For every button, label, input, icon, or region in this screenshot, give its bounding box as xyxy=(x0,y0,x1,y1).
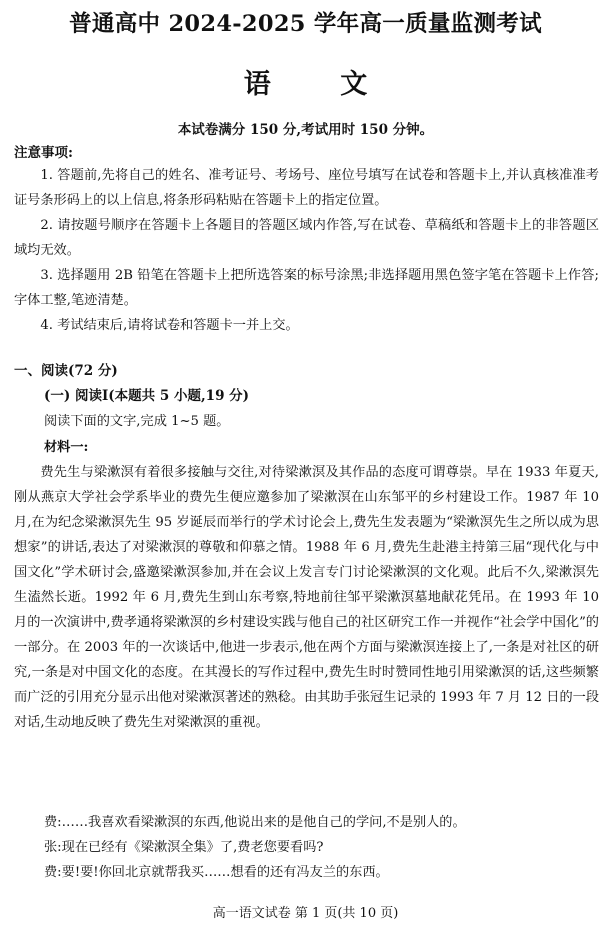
dialogue-line: 费:……我喜欢看梁漱溟的东西,他说出来的是他自己的学问,不是别人的。 xyxy=(44,815,466,830)
notice-heading: 注意事项: xyxy=(14,145,73,161)
notice-item: 2. 请按题号顺序在答题卡上各题目的答题区域内作答,写在试卷、草稿纸和答题卡上的非答题区域均无效。 xyxy=(14,218,599,258)
subject-title: 语 文 xyxy=(243,69,398,100)
section-heading: 一、阅读(72 分) xyxy=(14,363,118,379)
dialogue-line: 张:现在已经有《梁漱溟全集》了,费老您要看吗? xyxy=(44,840,324,855)
reading-instruction: 阅读下面的文字,完成 1~5 题。 xyxy=(44,414,230,429)
dialogue-block xyxy=(44,810,604,885)
notice-item: 4. 考试结束后,请将试卷和答题卡一并上交。 xyxy=(40,318,299,333)
material-label: 材料一: xyxy=(44,440,89,455)
notice-list xyxy=(14,163,599,338)
score-note: 本试卷满分 150 分,考试用时 150 分钟。 xyxy=(177,122,434,138)
exam-title: 普通高中 2024-2025 学年高一质量监测考试 xyxy=(69,11,542,37)
notice-item: 1. 答题前,先将自己的姓名、准考证号、考场号、座位号填写在试卷和答题卡上,并认真核准准考证号条形码上的以上信息,将条形码粘贴在答题卡上的指定位置。 xyxy=(14,168,599,208)
page-footer: 高一语文试卷 第 1 页(共 10 页) xyxy=(212,906,399,921)
notice-item: 3. 选择题用 2B 铅笔在答题卡上把所选答案的标号涂黑;非选择题用黑色签字笔在答题卡上作答;字体工整,笔迹清楚。 xyxy=(14,268,599,308)
material-passage xyxy=(14,460,599,735)
subsection-heading: (一) 阅读Ⅰ(本题共 5 小题,19 分) xyxy=(44,388,250,404)
passage-paragraph: 费先生与梁漱溟有着很多接触与交往,对待梁漱溟及其作品的态度可谓尊崇。早在 1933 年夏天,刚从燕京大学社会学系毕业的费先生便应邀参加了梁漱溟在山东邹平的乡村建设工作。1987 年 10 月,在为纪念梁漱溟先生 95 岁诞辰而举行的学术讨论会上,费先生发表题为“梁漱溟先生之所以成为思想家”的讲话,表达了对梁漱溟的尊敬和仰慕之情。1988 年 6 月,费先生赴港主持第三届“现代化与中国文化”学术研讨会,盛邀梁漱溟参加,并在会议上发言专门讨论梁漱溟的文化观。此后不久,梁漱溟先生溘然长逝。1992 年 6 月,费先生到山东考察,特地前往邹平梁漱溟墓地献花凭吊。在 1993 年 10 月的一次演讲中,费孝通将梁漱溟的乡村建设实践与他自己的社区研究工作一并视作“社会学中国化”的一部分。在 2003 年的一次谈话中,他进一步表示,他在两个方面与梁漱溟连接上了,一条是对社区的研究,一条是对中国文化的态度。在其漫长的写作过程中,费先生时时赞同性地引用梁漱溟的话,这些频繁而广泛的引用充分显示出他对梁漱溟著述的熟稔。由其助手张冠生记录的 1993 年 7 月 12 日的一段对话,生动地反映了费先生对梁漱溟的重视。 xyxy=(14,465,600,730)
dialogue-line: 费:要!要!你回北京就帮我买……想看的还有冯友兰的东西。 xyxy=(44,865,389,880)
